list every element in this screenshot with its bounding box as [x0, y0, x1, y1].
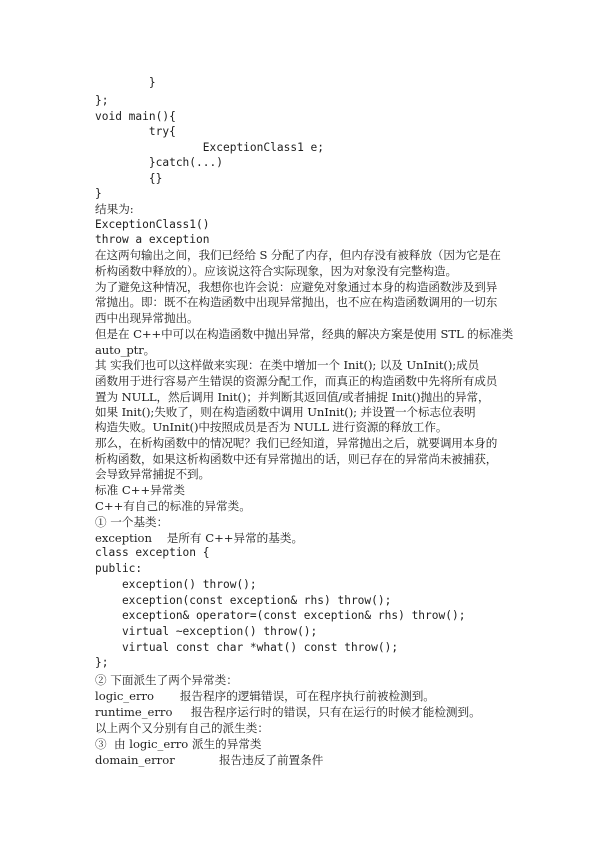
- code-line: try{: [95, 125, 176, 138]
- list-item: ② 下面派生了两个异常类：: [95, 673, 238, 687]
- paragraph-line: 析构函数中释放的）。应该说这符合实际现象，因为对象没有完整构造。: [95, 264, 458, 278]
- code-line: ExceptionClass1 e;: [95, 141, 325, 154]
- paragraph-line: 会导致异常捕捉不到。: [95, 467, 210, 481]
- code-line: public:: [95, 562, 143, 575]
- code-line: exception(const exception& rhs) throw();: [95, 594, 392, 607]
- code-line: virtual ~exception() throw();: [95, 625, 318, 638]
- text-line: 结果为:: [95, 202, 134, 216]
- paragraph-line: 函数用于进行容易产生错误的资源分配工作，而真正的构造函数中先将所有成员: [95, 374, 498, 388]
- code-line: virtual const char *what() const throw();: [95, 641, 399, 654]
- paragraph-line: 析构函数，如果这析构函数中还有异常抛出的话，则已存在的异常尚未被捕获，: [95, 452, 498, 466]
- paragraph-line: 如果 Init();失败了，则在构造函数中调用 UnInit(); 并设置一个标志位表明: [95, 405, 476, 419]
- code-line: }: [95, 76, 156, 89]
- code-line: exception() throw();: [95, 578, 257, 591]
- paragraph-line: 西中出现异常抛出。: [95, 311, 199, 325]
- section-heading: 标准 C++异常类: [95, 483, 185, 497]
- text-line: 以上两个又分别有自己的派生类：: [95, 721, 269, 735]
- code-line: {}: [95, 172, 163, 185]
- paragraph-line: auto_ptr。: [95, 343, 156, 357]
- paragraph-line: 那么，在析构函数中的情况呢？我们已经知道，异常抛出之后，就要调用本身的: [95, 436, 498, 450]
- code-line: void main(){: [95, 110, 176, 123]
- text-line: runtime_erro 报告程序运行时的错误，只有在运行的时候才能检测到。: [95, 705, 481, 719]
- paragraph-line: 其 实我们也可以这样做来实现：在类中增加一个 Init(); 以及 UnInit();成员: [95, 358, 480, 372]
- text-line: exception 是所有 C++异常的基类。: [95, 531, 304, 545]
- code-line: }catch(...): [95, 156, 223, 169]
- text-line: C++有自己的标准的异常类。: [95, 499, 251, 513]
- code-line: };: [95, 656, 109, 669]
- list-item: ① 一个基类：: [95, 515, 169, 529]
- code-line: }: [95, 187, 102, 200]
- code-line: exception& operator=(const exception& rhs) throw();: [95, 609, 466, 622]
- paragraph-line: 为了避免这种情况，我想你也许会说：应避免对象通过本身的构造函数涉及到异: [95, 280, 498, 294]
- list-item: ③ 由 logic_erro 派生的异常类: [95, 737, 262, 751]
- text-line: logic_erro 报告程序的逻辑错误，可在程序执行前被检测到。: [95, 689, 435, 703]
- code-line: };: [95, 94, 109, 107]
- output-line: ExceptionClass1(): [95, 218, 210, 231]
- paragraph-line: 置为 NULL，然后调用 Init()；并判断其返回值/或者捕捉 Init()抛出的异常，: [95, 390, 490, 404]
- text-line: domain_error 报告违反了前置条件: [95, 753, 324, 767]
- paragraph-line: 常抛出。即：既不在构造函数中出现异常抛出，也不应在构造函数调用的一切东: [95, 295, 498, 309]
- paragraph-line: 但是在 C++中可以在构造函数中抛出异常，经典的解决方案是使用 STL 的标准类: [95, 327, 514, 341]
- output-line: throw a exception: [95, 233, 210, 246]
- paragraph-line: 构造失败。UnInit()中按照成员是否为 NULL 进行资源的释放工作。: [95, 420, 448, 434]
- code-line: class exception {: [95, 546, 210, 559]
- paragraph-line: 在这两句输出之间，我们已经给 S 分配了内存，但内存没有被释放（因为它是在: [95, 248, 501, 262]
